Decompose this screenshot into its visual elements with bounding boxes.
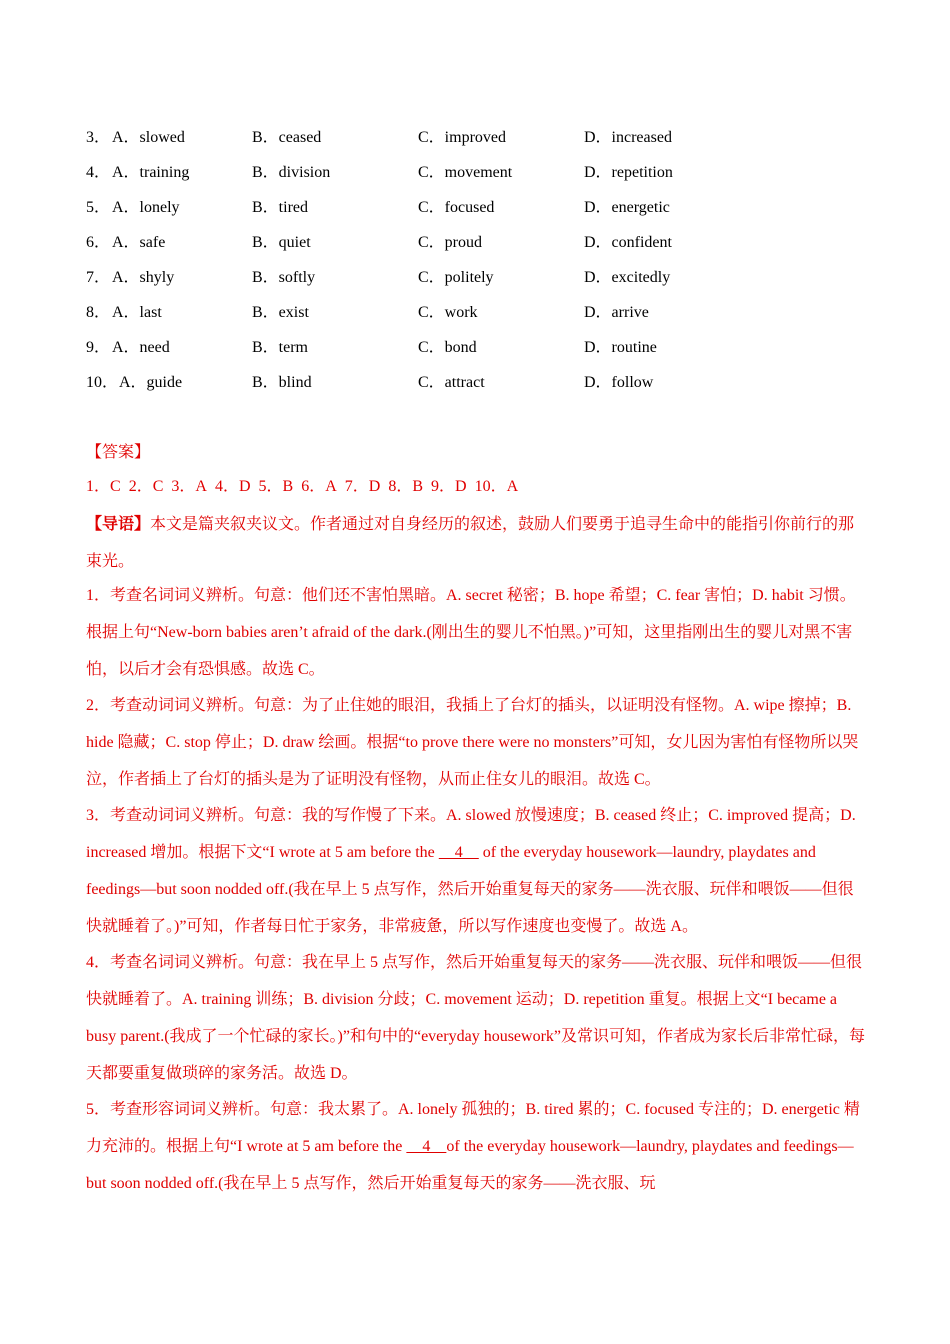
guide-paragraph	[86, 506, 866, 580]
question-number: 9．	[86, 339, 111, 356]
option-d: D．excitedly	[584, 269, 671, 286]
question-number: 6．	[86, 234, 111, 251]
question-number: 4．	[86, 164, 111, 181]
guide-label: 【导语】	[86, 516, 151, 533]
option-a: A．need	[112, 339, 170, 356]
option-b: B．term	[252, 339, 308, 356]
option-row	[0, 225, 950, 260]
explanation-5-post: of the everyday housework—laundry, playdates and feedings—but soon nodded off.(我在早上 5 点写作，然后开始重复每天的家务——洗衣服、玩	[86, 1138, 854, 1192]
question-number: 10．	[86, 374, 119, 391]
option-c: C．improved	[418, 129, 506, 146]
option-d: D．arrive	[584, 304, 649, 321]
answer-item: 7．D	[344, 478, 381, 495]
option-c: C．proud	[418, 234, 483, 251]
option-b: B．softly	[252, 269, 316, 286]
option-a: A．slowed	[112, 129, 185, 146]
option-c: C．bond	[418, 339, 477, 356]
answer-item: 1．C	[86, 478, 121, 495]
option-a: A．shyly	[112, 269, 175, 286]
explanation-2: 2．考查动词词义辨析。句意：为了止住她的眼泪，我插上了台灯的插头，以证明没有怪物。A. wipe 擦掉；B. hide 隐藏；C. stop 停止；D. draw 绘画。根据“to prove there were no monsters”可知，女儿因为害怕有怪物所以哭泣，作者插上了台灯的插头是为了证明没有怪物，从而止住女儿的眼泪。故选 C。	[86, 697, 859, 788]
question-number: 7．	[86, 269, 111, 286]
answer-item: 6．A	[301, 478, 337, 495]
answer-heading: 【答案】	[86, 444, 151, 461]
option-b: B．exist	[252, 304, 309, 321]
explanation-3-post: of the everyday housework—laundry, playdates and feedings—but soon nodded off.(我在早上 5 点写作，然后开始重复每天的家务——洗衣服、玩伴和喂饭——但很快就睡着了。)”可知，作者每日忙于家务，非常疲惫，所以写作速度也变慢了。故选 A。	[86, 844, 854, 935]
guide-text: 本文是篇夹叙夹议文。作者通过对自身经历的叙述，鼓励人们要勇于追寻生命中的能指引你前行的那束光。	[86, 516, 855, 570]
explanation-4: 4．考查名词词义辨析。句意：我在早上 5 点写作，然后开始重复每天的家务——洗衣服、玩伴和喂饭——但很快就睡着了。A. training 训练；B. division 分歧；C. movement 运动；D. repetition 重复。根据上文“I became a busy parent.(我成了一个忙碌的家长。)”和句中的“everyday housework”及常识可知，作者成为家长后非常忙碌，每天都要重复做琐碎的家务活。故选 D。	[86, 954, 866, 1082]
answer-key	[86, 472, 526, 502]
option-b: B．tired	[252, 199, 308, 216]
option-d: D．routine	[584, 339, 657, 356]
option-c: C．movement	[418, 164, 513, 181]
option-b: B．blind	[252, 374, 312, 391]
answer-item: 10．A	[474, 478, 519, 495]
option-row	[0, 190, 950, 225]
answer-item: 5．B	[258, 478, 294, 495]
answer-item: 9．D	[431, 478, 467, 495]
option-a: A．last	[112, 304, 162, 321]
option-c: C．attract	[418, 374, 485, 391]
option-row	[0, 295, 950, 330]
option-d: D．follow	[584, 374, 654, 391]
explanation-3	[86, 797, 866, 945]
explanation-5-pre: 5．考查形容词词义辨析。句意：我太累了。A. lonely 孤独的；B. tired 累的；C. focused 专注的；D. energetic 精力充沛的。根据上句“I wrote at 5 am before the	[86, 1101, 860, 1155]
option-b: B．quiet	[252, 234, 311, 251]
answer-item: 2．C	[128, 478, 164, 495]
option-c: C．focused	[418, 199, 495, 216]
option-d: D．confident	[584, 234, 672, 251]
question-number: 3．	[86, 129, 111, 146]
option-d: D．increased	[584, 129, 672, 146]
option-a: A．safe	[112, 234, 166, 251]
option-d: D．repetition	[584, 164, 673, 181]
option-row	[0, 330, 950, 365]
option-a: A．guide	[119, 374, 183, 391]
option-row	[0, 260, 950, 295]
explanation-5	[86, 1091, 866, 1202]
option-row	[0, 120, 950, 155]
explanation-3-blank: 4	[438, 844, 479, 861]
explanation-1: 1．考查名词词义辨析。句意：他们还不害怕黑暗。A. secret 秘密；B. hope 希望；C. fear 害怕；D. habit 习惯。根据上句“New-born babies aren’t afraid of the dark.(刚出生的婴儿不怕黑。)”可知，这里指刚出生的婴儿对黑不害怕，以后才会有恐惧感。故选 C。	[86, 587, 856, 678]
question-number: 5．	[86, 199, 111, 216]
option-b: B．division	[252, 164, 331, 181]
option-a: A．lonely	[112, 199, 180, 216]
answer-item: 8．B	[388, 478, 423, 495]
option-a: A．training	[112, 164, 190, 181]
option-b: B．ceased	[252, 129, 322, 146]
answer-item: 3．A	[171, 478, 207, 495]
explanation-5-blank: 4	[406, 1138, 447, 1155]
explanation-3-pre: 3．考查动词词义辨析。句意：我的写作慢了下来。A. slowed 放慢速度；B. ceased 终止；C. improved 提高；D. increased 增加。根据下文“I wrote at 5 am before the	[86, 807, 856, 861]
option-row	[0, 365, 950, 400]
question-number: 8．	[86, 304, 111, 321]
option-d: D．energetic	[584, 199, 670, 216]
answer-item: 4．D	[214, 478, 251, 495]
option-c: C．politely	[418, 269, 494, 286]
option-row	[0, 155, 950, 190]
option-c: C．work	[418, 304, 478, 321]
